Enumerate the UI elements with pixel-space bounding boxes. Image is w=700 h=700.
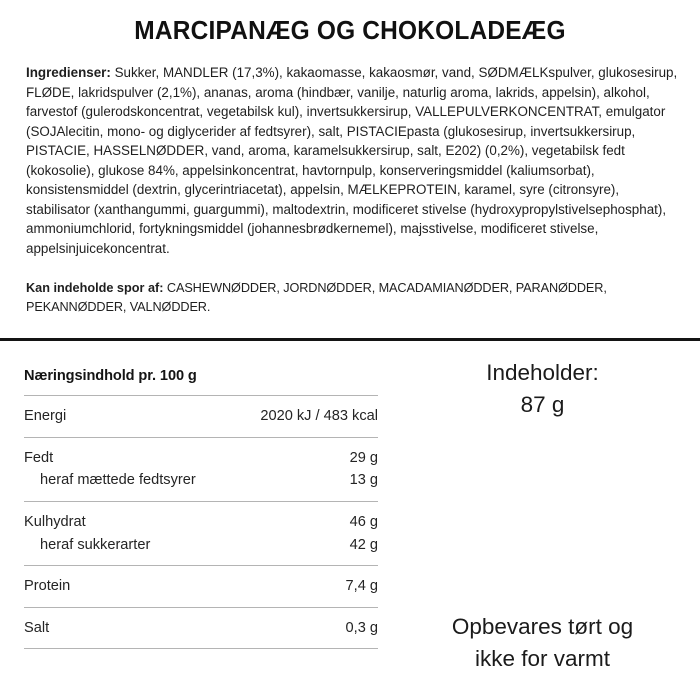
nutrient-sub-value: 42 g bbox=[349, 536, 378, 553]
table-row bbox=[24, 607, 378, 649]
nutrient-main-line bbox=[24, 451, 378, 466]
nutrient-sub-name: heraf mættede fedtsyrer bbox=[40, 472, 196, 489]
table-row bbox=[24, 437, 378, 501]
ingredients-label: Ingredienser: bbox=[26, 65, 111, 81]
contains-value: 87 g bbox=[520, 392, 565, 418]
contains-block bbox=[486, 357, 599, 421]
nutrition-table-title: Næringsindhold pr. 100 g bbox=[24, 368, 197, 385]
nutrient-sub-line bbox=[24, 473, 378, 488]
nutrient-name: Kulhydrat bbox=[24, 513, 86, 530]
nutrient-name: Protein bbox=[24, 566, 201, 608]
nutrient-value: 29 g bbox=[349, 449, 378, 466]
nutrient-value: 2020 kJ / 483 kcal bbox=[201, 396, 378, 438]
storage-line-2: ikke for varmt bbox=[474, 646, 611, 672]
ingredients-paragraph bbox=[26, 63, 678, 258]
contains-label: Indeholder: bbox=[486, 360, 599, 386]
lower-section bbox=[0, 341, 700, 700]
nutrition-table bbox=[24, 395, 378, 649]
storage-line-1: Opbevares tørt og bbox=[451, 614, 634, 640]
traces-paragraph bbox=[26, 279, 678, 317]
ingredients-section bbox=[0, 45, 700, 317]
table-row bbox=[24, 566, 378, 608]
nutrient-main-line bbox=[24, 515, 378, 530]
nutrient-value: 7,4 g bbox=[201, 566, 378, 608]
side-info-column bbox=[385, 341, 700, 700]
ingredients-list: Sukker, MANDLER (17,3%), kakaomasse, kakaosmør, vand, SØDMÆLKspulver, glukosesirup, FLØDE, lakridspulver (2,1%), ananas, aroma (hindbær, vanilje, naturlig aroma, lakrids, appelsin), alkohol, farvestof (gulerodskoncentrat, vegetabilsk kul), invertsukkersirup, VALLEPULVERKONCENTRAT, emulgator (SOJAlecitin, mono- og diglycerider af fedtsyrer), salt, PISTACIEpasta (glukosesirup, invertsukkersirup, PISTACIE, HASSELNØDDER, vand, aroma, karamelsukkersirup, salt, E202) (0,2%), vegetabilsk fedt (kokosolie), glukose 84%, appelsinkoncentrat, havtornpulp, konserveringsmiddel (kaliumsorbat), konsistensmiddel (dextrin, glycerintriacetat), appelsin, MÆLKEPROTEIN, karamel, syre (citronsyre), stabilisator (xanthangummi, guargummi), maltodextrin, modificeret stivelse (hydroxypropylstivelsephosphat), ammoniumchlorid, fortykningsmiddel (johannesbrødkernemel), majsstivelse, modificeret stivelse, appelsinjuicekoncentrat. bbox=[26, 65, 678, 256]
nutrient-value: 0,3 g bbox=[201, 607, 378, 649]
storage-instructions bbox=[385, 611, 700, 675]
nutrient-sub-value: 13 g bbox=[349, 472, 378, 489]
nutrient-sub-line bbox=[24, 538, 378, 553]
nutrient-value: 46 g bbox=[349, 513, 378, 530]
table-row bbox=[24, 396, 378, 438]
traces-list: CASHEWNØDDER, JORDNØDDER, MACADAMIANØDDER, PARANØDDER, PEKANNØDDER, VALNØDDER. bbox=[26, 281, 607, 315]
page-title: MARCIPANÆG OG CHOKOLADEÆG bbox=[134, 17, 566, 45]
nutrient-name: Fedt bbox=[24, 449, 54, 466]
nutrition-column bbox=[0, 341, 385, 700]
nutrient-name: Salt bbox=[24, 607, 201, 649]
traces-label: Kan indeholde spor af: bbox=[26, 281, 164, 296]
table-row bbox=[24, 501, 378, 565]
nutrient-sub-name: heraf sukkerarter bbox=[40, 536, 151, 553]
nutrient-name: Energi bbox=[24, 396, 201, 438]
